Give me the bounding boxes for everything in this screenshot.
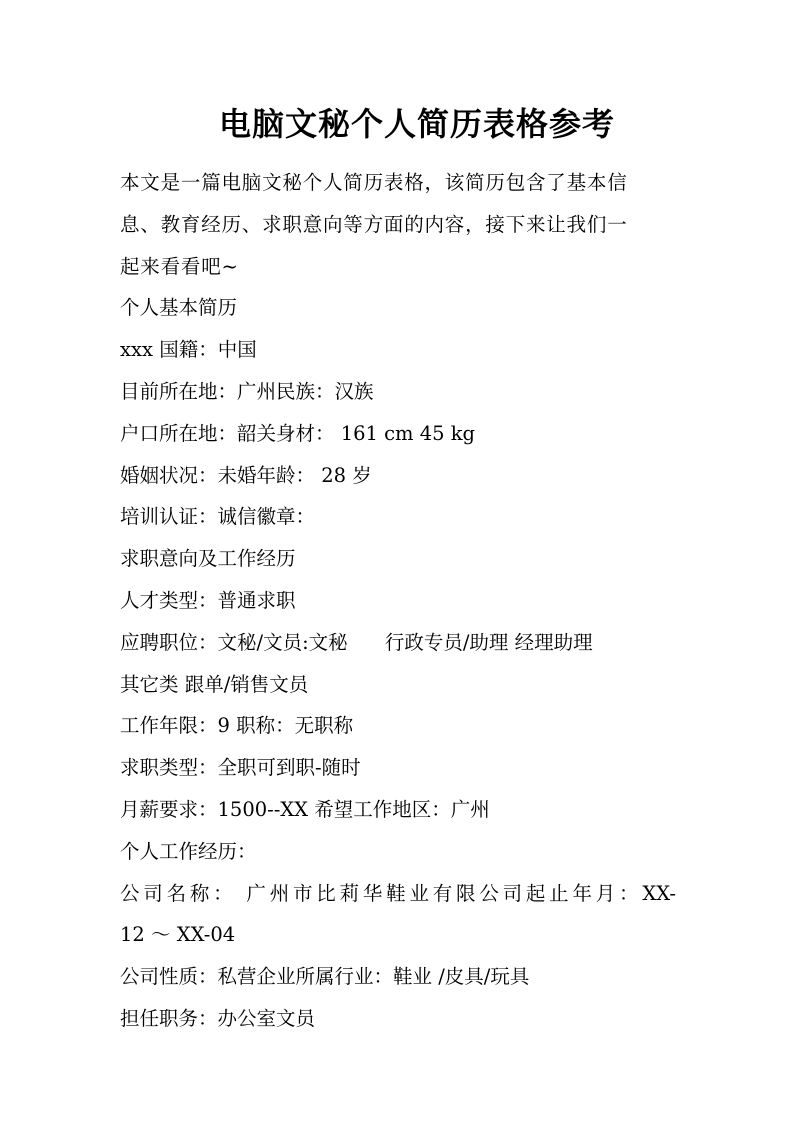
field-applied-position: 应聘职位：文秘/文员:文秘 行政专员/助理 经理助理 [120, 630, 593, 654]
field-hukou-physique: 户口所在地：韶关身材： 161 cm 45 kg [120, 421, 476, 445]
document-body [120, 162, 676, 1040]
section-heading-job-intention: 求职意向及工作经历 [120, 547, 296, 571]
intro-line-2: 息、教育经历、求职意向等方面的内容，接下来让我们一 [120, 212, 628, 236]
intro-line-1: 本文是一篇电脑文秘个人简历表格，该简历包含了基本信 [120, 171, 628, 194]
field-talent-type: 人才类型：普通求职 [120, 588, 296, 612]
section-heading-work-history: 个人工作经历： [120, 839, 257, 863]
field-applied-position-cont: 其它类 跟单/销售文员 [120, 672, 309, 696]
section-heading-basic-resume: 个人基本简历 [120, 296, 238, 320]
field-work-years-title: 工作年限：9 职称：无职称 [120, 714, 354, 738]
field-position-held: 担任职务：办公室文员 [120, 1006, 316, 1030]
field-company-name-period: 公司名称： 广州市比莉华鞋业有限公司起止年月：XX- [120, 881, 676, 905]
field-location-ethnicity: 目前所在地：广州民族：汉族 [120, 379, 374, 403]
field-salary-region: 月薪要求：1500--XX 希望工作地区：广州 [120, 797, 490, 821]
field-job-type: 求职类型：全职可到职-随时 [120, 756, 361, 780]
intro-line-3: 起来看看吧~ [120, 254, 239, 278]
field-certification: 培训认证：诚信徽章： [120, 505, 316, 529]
document-title: 电脑文秘个人简历表格参考 [218, 105, 615, 143]
field-name-nationality: xxx 国籍：中国 [120, 338, 257, 362]
field-company-nature-industry: 公司性质：私营企业所属行业：鞋业 /皮具/玩具 [120, 965, 530, 989]
field-company-period-cont: 12 ～ XX-04 [120, 923, 236, 947]
field-marital-age: 婚姻状况：未婚年龄： 28 岁 [120, 463, 372, 487]
